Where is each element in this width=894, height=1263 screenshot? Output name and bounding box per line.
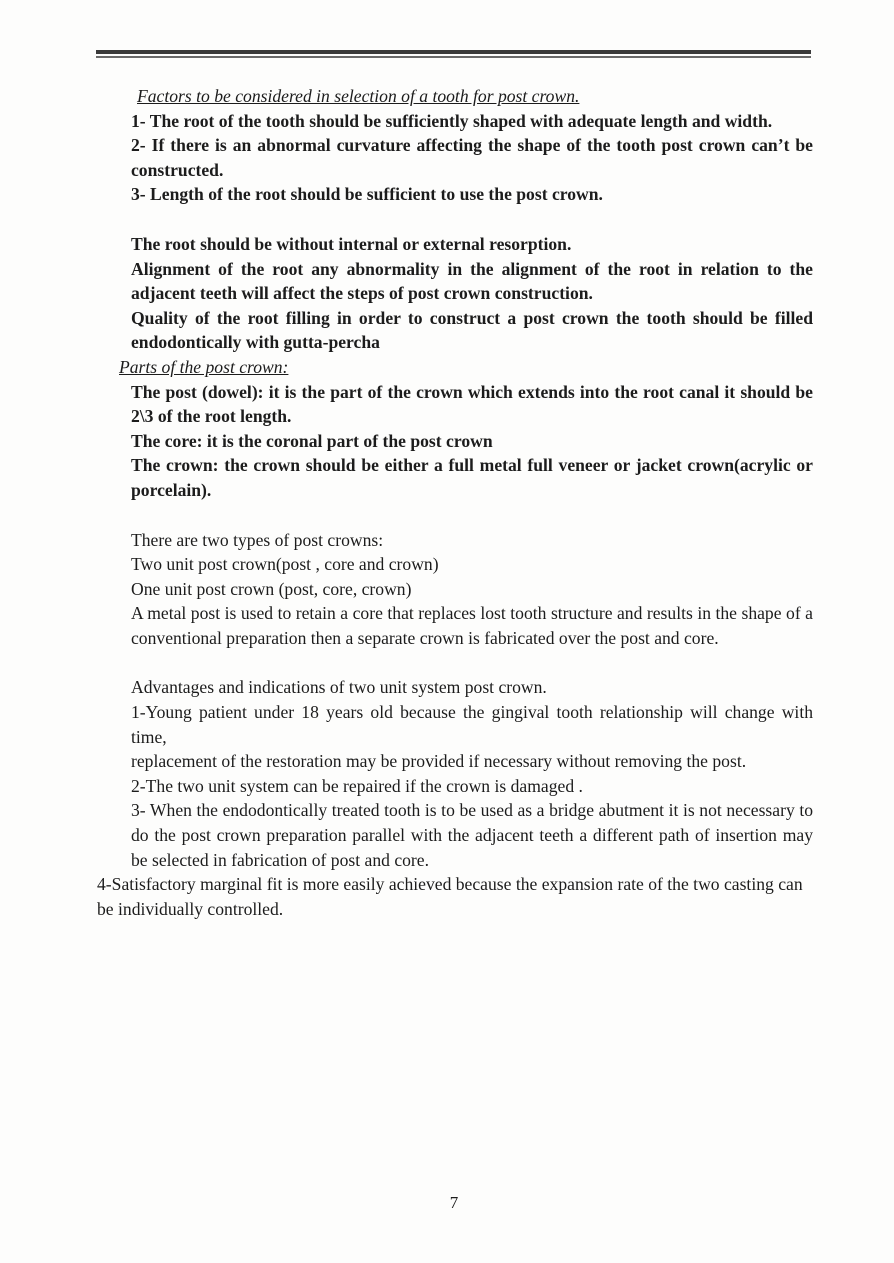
types-intro: There are two types of post crowns:: [131, 529, 384, 550]
page-number: 7: [449, 1193, 459, 1212]
type-one-unit: One unit post crown (post, core, crown): [131, 578, 412, 599]
advantage-4: 4-Satisfactory marginal fit is more easily achieved because the expansion rate of the two casting can be individually controlled.: [97, 874, 803, 919]
root-alignment: Alignment of the root any abnormality in the alignment of the root in relation to the adjacent teeth will affect the steps of post crown construction.: [131, 258, 813, 304]
factor-3: 3- Length of the root should be sufficient to use the post crown.: [131, 184, 603, 205]
part-crown: The crown: the crown should be either a full metal full veneer or jacket crown(acrylic or porcelain).: [131, 455, 813, 500]
page-body: [97, 84, 813, 921]
type-two-unit: Two unit post crown(post , core and crown): [131, 554, 439, 575]
part-post: The post (dowel): it is the part of the crown which extends into the root canal it should be 2\3 of the root length.: [131, 381, 813, 427]
factor-1: 1- The root of the tooth should be sufficiently shaped with adequate length and width.: [131, 110, 773, 131]
root-filling: Quality of the root filling in order to construct a post crown the tooth should be filled endodontically with gutta-percha: [131, 307, 813, 353]
advantages-heading: Advantages and indications of two unit system post crown.: [131, 677, 547, 698]
heading-parts: Parts of the post crown:: [119, 356, 289, 377]
advantage-1: 1-Young patient under 18 years old because the gingival tooth relationship will change with time,: [131, 702, 813, 747]
header-rule-thin: [96, 56, 811, 58]
header-rule: [96, 50, 811, 54]
advantage-2: 2-The two unit system can be repaired if the crown is damaged .: [131, 775, 583, 796]
advantage-3: 3- When the endodontically treated tooth is to be used as a bridge abutment it is not necessary to do the post crown preparation parallel with the adjacent teeth a different path of insertion may be selected in fabrication of post and core.: [131, 800, 813, 870]
root-resorption: The root should be without internal or external resorption.: [131, 233, 572, 254]
part-core: The core: it is the coronal part of the post crown: [131, 430, 493, 451]
factor-2: 2- If there is an abnormal curvature affecting the shape of the tooth post crown can’t be constructed.: [131, 135, 813, 180]
heading-factors: Factors to be considered in selection of a tooth for post crown.: [137, 86, 580, 106]
advantage-1b: replacement of the restoration may be provided if necessary without removing the post.: [131, 751, 747, 772]
metal-post-desc: A metal post is used to retain a core that replaces lost tooth structure and results in the shape of a conventional preparation then a separate crown is fabricated over the post and core.: [131, 603, 813, 648]
